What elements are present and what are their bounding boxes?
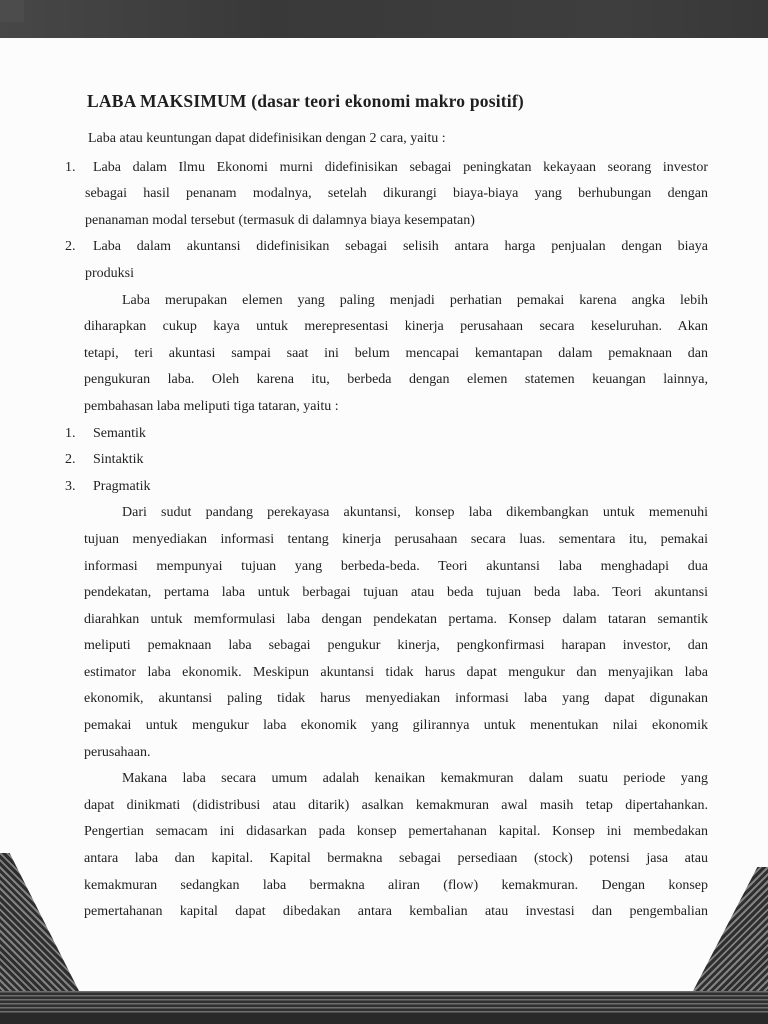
scan-edge-top-bar [0, 0, 768, 38]
line-group [85, 421, 708, 448]
numbered-item [65, 155, 708, 235]
numbered-item [65, 421, 708, 448]
text-line: Sintaktik [93, 452, 144, 468]
line-group [84, 288, 708, 421]
text-line: Pengertian semacam ini didasarkan pada konsep pemertahanan kapital. Konsep ini membedakan [84, 824, 708, 840]
text-line: kemakmuran sedangkan laba bermakna aliran (flow) kemakmuran. Dengan konsep [84, 877, 708, 893]
text-line: informasi mempunyai tujuan yang berbeda-beda. Teori akuntansi laba menghadapi dua [84, 558, 708, 574]
text-line: sebagai hasil penanam modalnya, setelah dikurangi biaya-biaya yang berhubungan dengan [85, 186, 708, 202]
numbered-item [65, 474, 708, 501]
text-line: meliputi pemaknaan laba sebagai pengukur kinerja, pengkonfirmasi harapan investor, dan [84, 638, 708, 654]
text-line: pengukuran laba. Oleh karena itu, berbeda dengan elemen statemen keuangan lainnya, [84, 372, 708, 388]
text-line: Makana laba secara umum adalah kenaikan kemakmuran dalam suatu periode yang [122, 771, 708, 787]
text-line: pendekatan, pertama laba untuk berbagai tujuan atau beda tujuan beda laba. Teori akuntansi [84, 585, 708, 601]
text-line: tujuan menyediakan informasi tentang kinerja perusahaan secara luas. sementara itu, pemakai [84, 531, 708, 547]
paragraph [84, 500, 708, 766]
list-number: 2. [65, 239, 76, 255]
list-number: 2. [65, 452, 76, 468]
line-group [84, 766, 708, 926]
intro-line: Laba atau keuntungan dapat didefinisikan dengan 2 cara, yaitu : [88, 131, 446, 146]
text-line: Laba merupakan elemen yang paling menjadi perhatian pemakai karena angka lebih [122, 292, 708, 308]
text-line: antara laba dan kapital. Kapital bermakna sebagai persediaan (stock) potensi jasa atau [84, 851, 708, 867]
text-line: pemakai untuk mengukur laba ekonomik yang gilirannya untuk menentukan nilai ekonomik [84, 718, 708, 734]
text-line: ekonomik, akuntansi paling tidak harus menyediakan informasi laba yang dapat digunakan [84, 691, 708, 707]
scan-hatch-bottom-left [0, 853, 80, 993]
page-title: LABA MAKSIMUM (dasar teori ekonomi makro positif) [87, 91, 524, 111]
list-number: 1. [65, 425, 76, 441]
document-blocks [65, 155, 708, 926]
line-group [85, 234, 708, 287]
text-line: diharapkan cukup kaya untuk merepresentasi kinerja perusahaan secara keseluruhan. Akan [84, 319, 708, 335]
text-line: Dari sudut pandang perekayasa akuntansi, konsep laba dikembangkan untuk memenuhi [122, 505, 708, 521]
text-line: Semantik [93, 425, 146, 441]
text-line: tetapi, teri akuntasi sampai saat ini belum mencapai kemantapan dalam pemaknaan dan [84, 345, 708, 361]
text-line: dapat dinikmati (didistribusi atau ditarik) asalkan kemakmuran awal masih tetap dipertahankan. [84, 797, 708, 813]
line-group [85, 447, 708, 474]
numbered-item [65, 234, 708, 287]
text-line: Pragmatik [93, 478, 151, 494]
text-line: pembahasan laba meliputi tiga tataran, yaitu : [84, 398, 339, 414]
paragraph [84, 766, 708, 926]
document-content [65, 90, 708, 926]
paragraph [84, 288, 708, 421]
numbered-item [65, 447, 708, 474]
text-line: Laba dalam Ilmu Ekonomi murni didefinisikan sebagai peningkatan kekayaan seorang investor [93, 159, 708, 175]
text-line: diarahkan untuk memformulasi laba dengan pendekatan pertama. Konsep dalam tataran semantik [84, 611, 708, 627]
text-line: produksi [85, 265, 134, 281]
line-group [85, 474, 708, 501]
text-line: perusahaan. [84, 744, 151, 760]
line-group [85, 155, 708, 235]
text-line: estimator laba ekonomik. Meskipun akuntansi tidak harus dapat mengukur dan menyajikan laba [84, 664, 708, 680]
text-line: pemertahanan kapital dapat dibedakan antara kembalian atau investasi dan pengembalian [84, 904, 708, 920]
text-line: Laba dalam akuntansi didefinisikan sebagai selisih antara harga penjualan dengan biaya [93, 239, 708, 255]
text-line: penanaman modal tersebut (termasuk di dalamnya biaya kesempatan) [85, 212, 475, 228]
scan-edge-bottom-bar [0, 991, 768, 1024]
line-group [84, 500, 708, 766]
scan-edge-bottom-solid [0, 1013, 768, 1024]
list-number: 1. [65, 159, 76, 175]
list-number: 3. [65, 478, 76, 494]
